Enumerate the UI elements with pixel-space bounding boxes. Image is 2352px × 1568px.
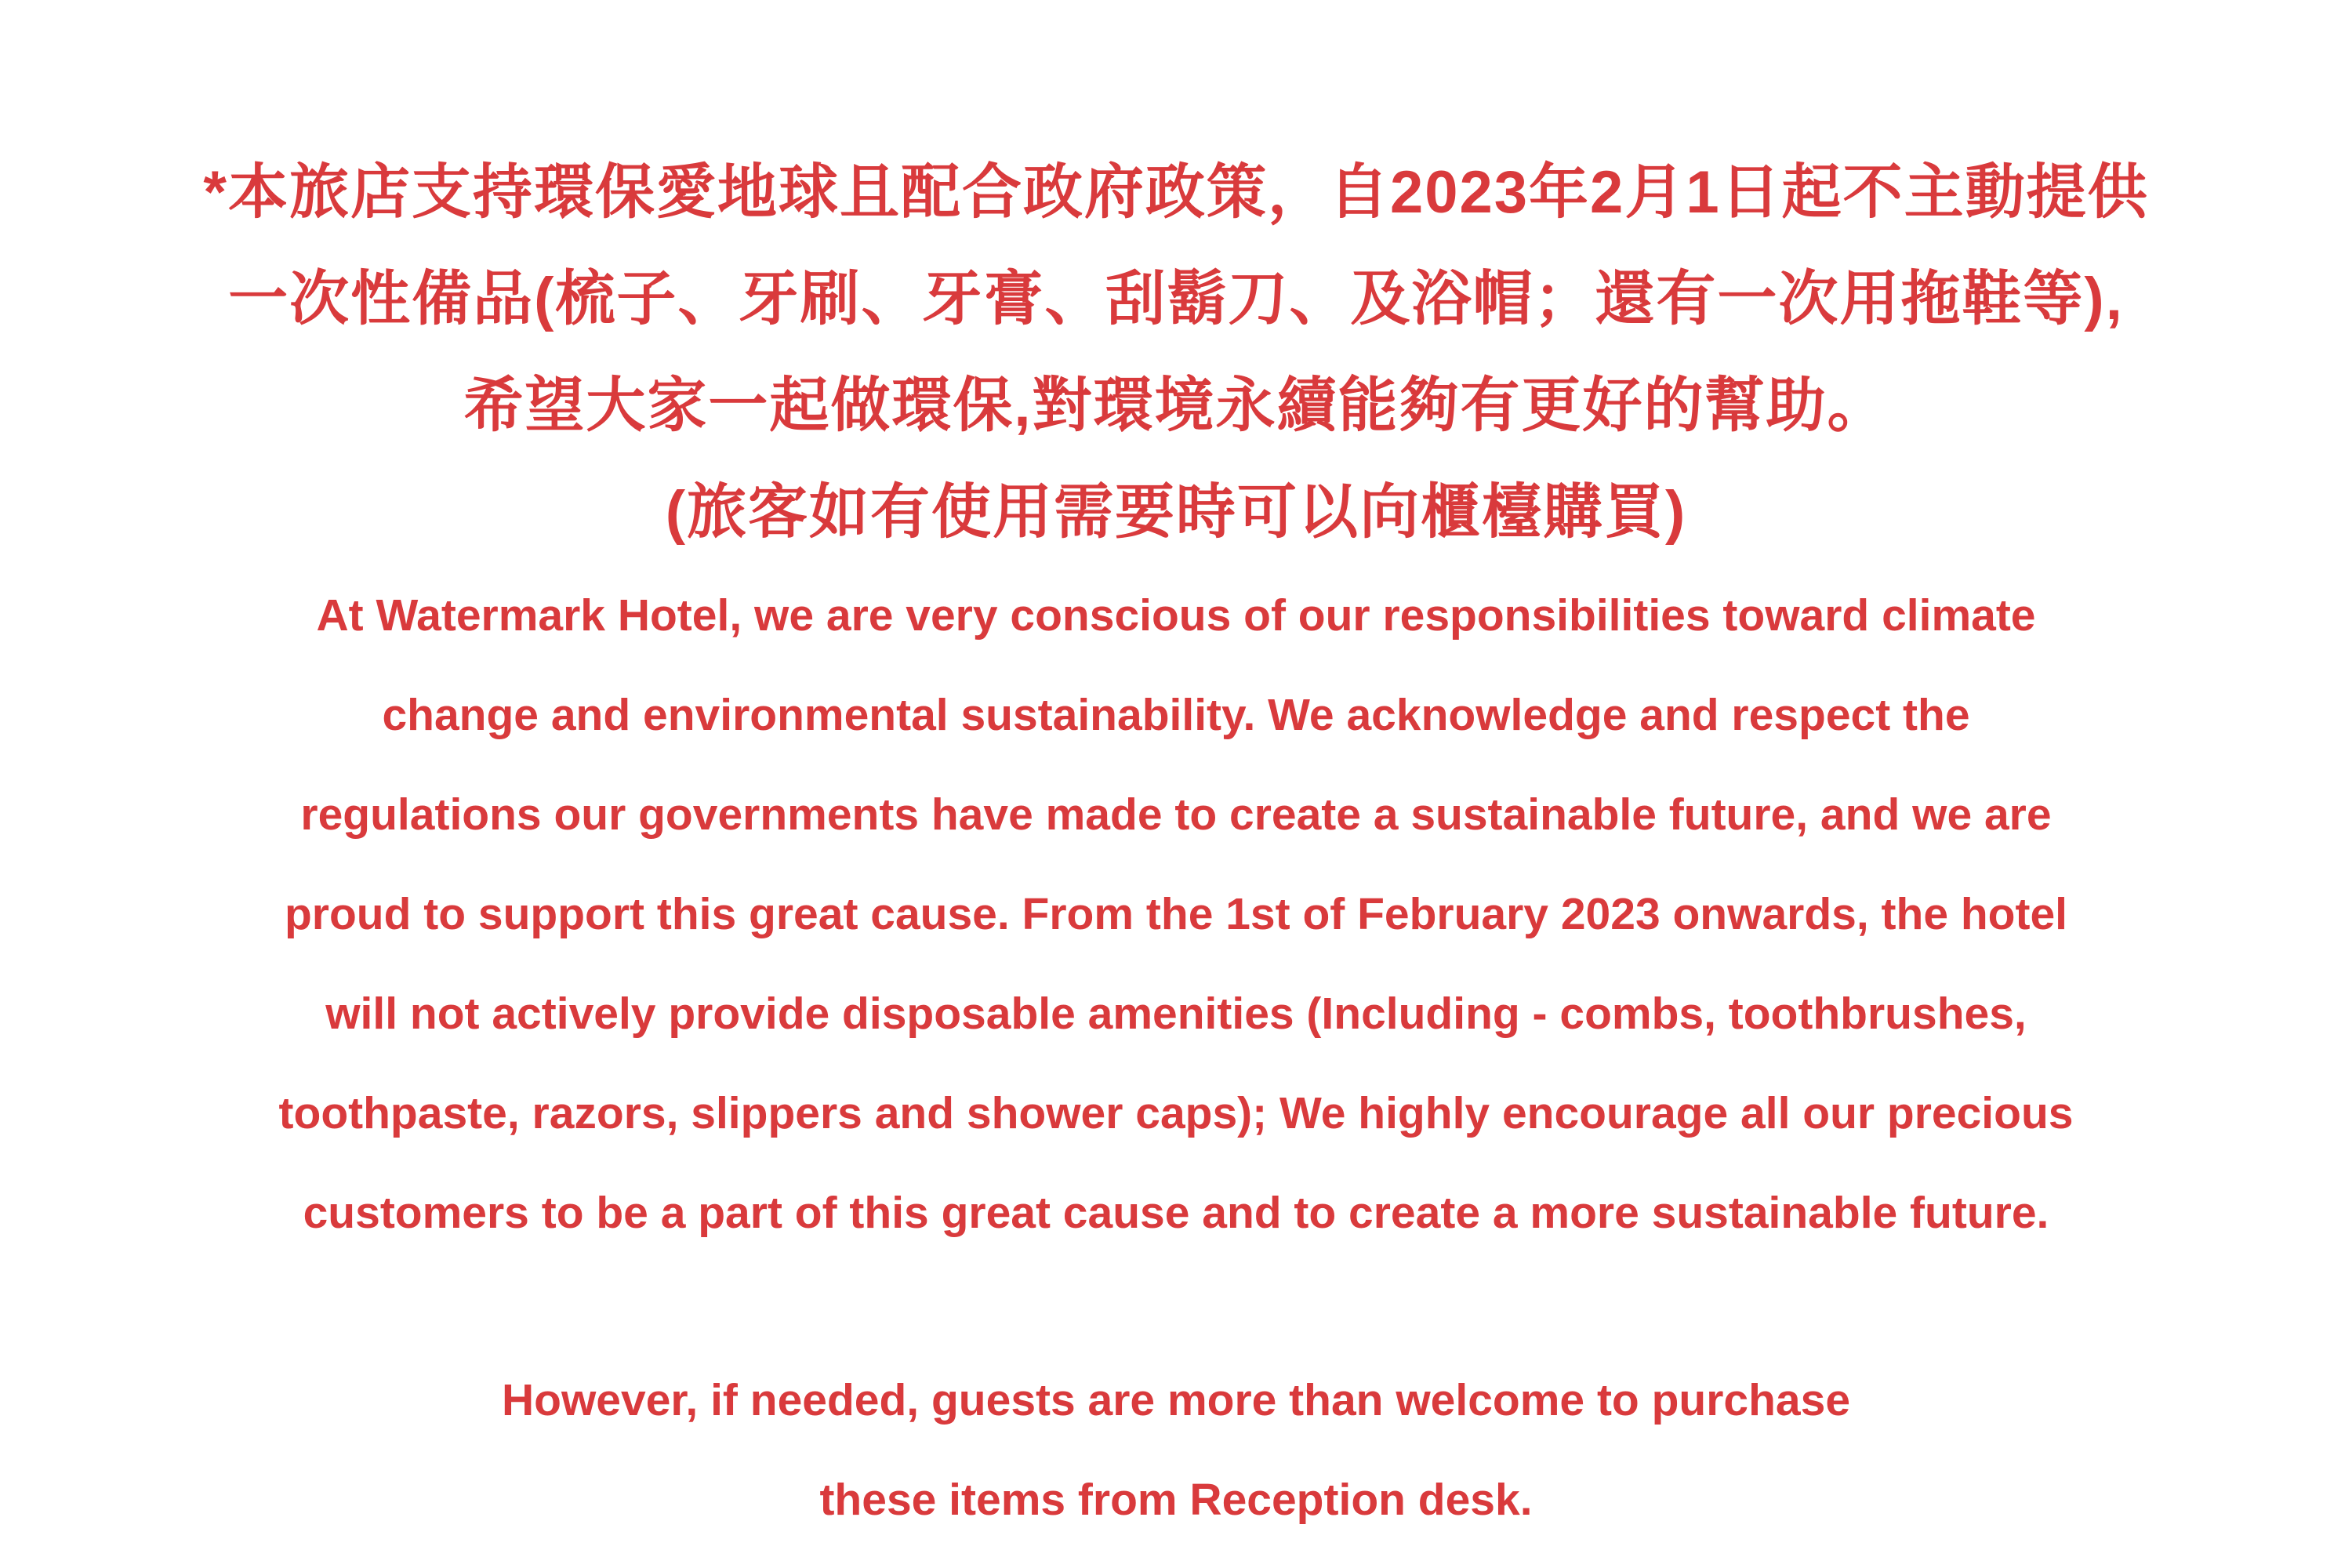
chinese-notice-line: 希望大家一起做環保,對環境永續能夠有更好的幫助。 [463,372,1889,439]
english-notice-line: At Watermark Hotel, we are very conscious of our responsibilities toward climate [316,590,2036,641]
chinese-notice-line: 一次性備品(梳子、牙刷、牙膏、刮鬍刀、及浴帽；還有一次用拖鞋等), [228,266,2124,332]
purchase-info-line: these items from Reception desk. [819,1475,1533,1525]
english-notice-line: toothpaste, razors, slippers and shower caps); We highly encourage all our precious [278,1088,2074,1138]
chinese-notice-block [0,140,2352,566]
english-notice-line: customers to be a part of this great cause and to create a more sustainable future. [303,1188,2049,1238]
purchase-info-line: However, if needed, guests are more than welcome to purchase [501,1375,1851,1425]
chinese-notice-line: (旅客如有使用需要時可以向櫃檯購買) [665,479,1687,546]
chinese-notice-line: *本旅店支持環保愛地球且配合政府政策，自2023年2月1日起不主動提供 [203,159,2149,226]
purchase-info-block [0,1351,2352,1550]
english-notice-line: regulations our governments have made to create a sustainable future, and we are [300,789,2052,840]
english-notice-block [0,566,2352,1263]
english-notice-line: proud to support this great cause. From the 1st of February 2023 onwards, the hotel [284,889,2068,939]
english-notice-line: change and environmental sustainability. We acknowledge and respect the [382,690,1970,740]
english-notice-line: will not actively provide disposable amenities (Including - combs, toothbrushes, [325,989,2027,1039]
